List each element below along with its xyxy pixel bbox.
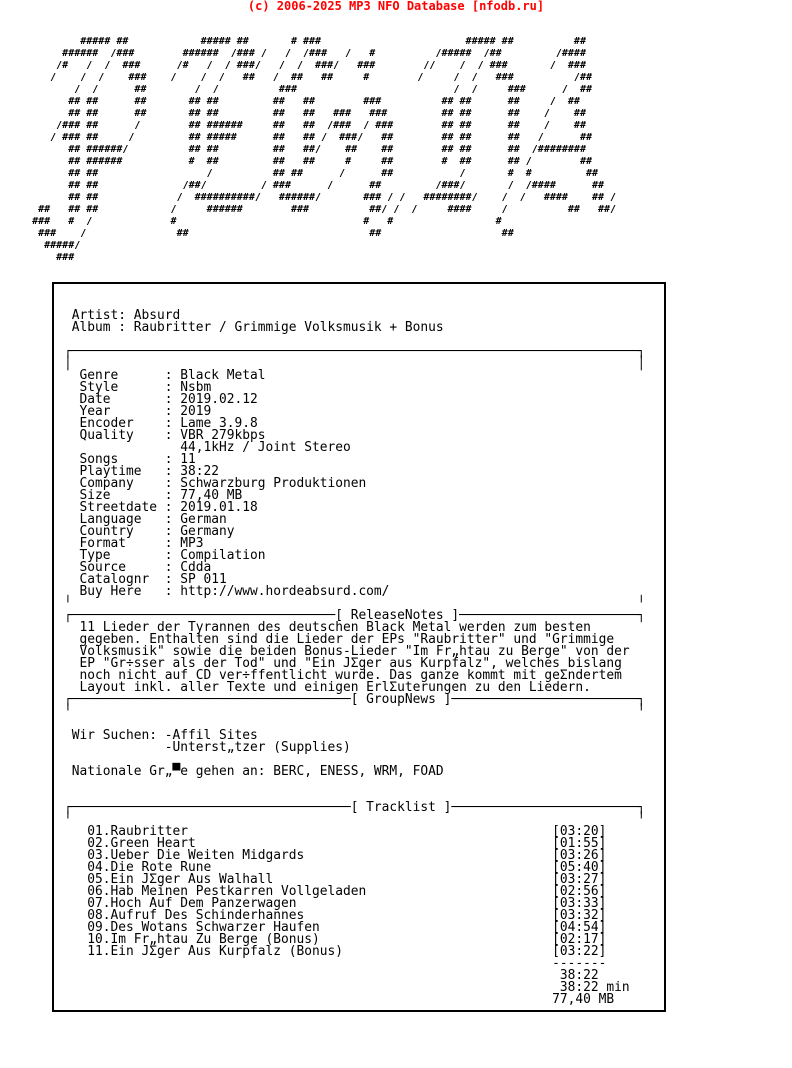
track-row: 06.Hab Meinen Pestkarren Vollgeladen [02:56]: [64, 884, 607, 899]
ascii-logo: ##### ## ##### ## # ### ##### ## ## ###### /### ###### /### / / /### / # /##### /## /#### /# / / ### /# / / ###/ / / ###/ ### // / / ### / ### / / / ### / / / ## / ## ## # / / / ### /## / / ## / / ### / / ### / ## ## ## ## ## ## ## ## ### ## ## ## / ## ## ## ## ## ## ## ## ### ### ## ## ## / ## /### ## / ## ###### ## ## /### / ### ## ## ## / ## / ### ## / ## ##### ## ## / ###/ ## ## ## ## / ## ## ######/ ## ## ## ##/ ## ## ## ## ## /######## ## ###### # ## ## ## # ## # ## ## / ## ## ## / ## ## / ## / # # ## ## ## /##/ / ### / ## /###/ / /#### ## ## ## / ##########/ ######/ ### / / ########/ / / #### ## / ## ## ## / ###### ### ##/ / / #### / ## ##/ ### # / # # # # ### / ## ## ## #####/ ###: [32, 36, 617, 263]
artist-line: Artist: Absurd: [64, 308, 181, 323]
site-credit: (c) 2006-2025 MP3 NFO Database [nfodb.ru]: [247, 0, 545, 13]
info-row-playtime: Playtime : 38:22: [64, 464, 219, 479]
info-row-streetdate: Streetdate : 2019.01.18: [64, 500, 258, 515]
info-row-type: Type : Compilation: [64, 548, 266, 563]
info-row-quality: Quality : VBR 279kbps: [64, 428, 266, 443]
release-notes-line: noch nicht auf CD ver÷ffentlicht wurde. Das ganze kommt mit geΣndertem: [64, 668, 622, 683]
track-row: 05.Ein JΣger Aus Walhall [03:27]: [64, 872, 607, 887]
total-playtime: 38:22: [64, 968, 599, 983]
track-row: 08.Aufruf Des Schinderhannes [03:32]: [64, 908, 607, 923]
info-row-format: Format : MP3: [64, 536, 204, 551]
track-row: 09.Des Wotans Schwarzer Haufen [04:54]: [64, 920, 607, 935]
info-frame-top: ┌─────────────────────────────────────────────────────────────────────────┐: [64, 344, 646, 359]
info-row-songs: Songs : 11: [64, 452, 196, 467]
info-row-style: Style : Nsbm: [64, 380, 212, 395]
total-size: 77,40 MB: [64, 992, 615, 1007]
group-news-greetings: Nationale Gr„▀e gehen an: BERC, ENESS, WRM, FOAD: [64, 764, 444, 779]
track-row: 11.Ein JΣger Aus Kurpfalz (Bonus) [03:22]: [64, 944, 607, 959]
info-row-size: Size : 77,40 MB: [64, 488, 243, 503]
info-row-encoder: Encoder : Lame 3.9.8: [64, 416, 258, 431]
info-frame-bottom: ╵ ╵: [64, 596, 646, 611]
track-row: 04.Die Rote Rune [05:40]: [64, 860, 607, 875]
release-notes-line: Layout inkl. aller Texte und einigen ErlΣuterungen zu den Liedern.: [64, 680, 591, 695]
totals-separator: -------: [64, 956, 607, 971]
group-news-frame: ╵ ╵: [64, 704, 646, 719]
track-row: 10.Im Fr„htau Zu Berge (Bonus) [02:17]: [64, 932, 607, 947]
track-row: 01.Raubritter [03:20]: [64, 824, 607, 839]
info-row-buy-here: Buy Here : http://www.hordeabsurd.com/: [64, 584, 390, 599]
info-row-genre: Genre : Black Metal: [64, 368, 266, 383]
release-notes-header: ┌──────────────────────────────────[ ReleaseNotes ]───────────────────────┐: [64, 608, 646, 623]
track-row: 03.Ueber Die Weiten Midgards [03:26]: [64, 848, 607, 863]
info-row-date: Date : 2019.02.12: [64, 392, 258, 407]
tracklist-frame: ╵ ╵: [64, 812, 646, 827]
album-line: Album : Raubritter / Grimmige Volksmusik + Bonus: [64, 320, 444, 335]
track-row: 02.Green Heart [01:55]: [64, 836, 607, 851]
nfo-body: [64, 298, 645, 1006]
group-news-search-item: -Unterst„tzer (Supplies): [64, 740, 351, 755]
tracklist-header: ┌────────────────────────────────────[ Tracklist ]────────────────────────┐: [64, 800, 646, 815]
info-row-year: Year : 2019: [64, 404, 212, 419]
info-row-country: Country : Germany: [64, 524, 235, 539]
release-notes-line: EP "Gr÷sser als der Tod" und "Ein JΣger aus Kurpfalz", welches bislang: [64, 656, 622, 671]
info-row-company: Company : Schwarzburg Produktionen: [64, 476, 367, 491]
info-frame-side: │ │: [64, 356, 646, 371]
total-playtime-min: 38:22 min: [64, 980, 630, 995]
info-row-language: Language : German: [64, 512, 227, 527]
info-row-cont: 44,1kHz / Joint Stereo: [64, 440, 351, 455]
track-row: 07.Hoch Auf Dem Panzerwagen [03:33]: [64, 896, 607, 911]
group-news-header: ┌────────────────────────────────────[ GroupNews ]────────────────────────┐: [64, 692, 646, 707]
info-row-catalognr: Catalognr : SP 011: [64, 572, 227, 587]
release-notes-line: gegeben. Enthalten sind die Lieder der EPs "Raubritter" und "Grimmige: [64, 632, 615, 647]
release-notes-line: 11 Lieder der Tyrannen des deutschen Black Metal werden zum besten: [64, 620, 591, 635]
release-notes-line: Volksmusik" sowie die beiden Bonus-Lieder "Im Fr„htau zu Berge" von der: [64, 644, 630, 659]
group-news-search: Wir Suchen: -Affil Sites: [64, 728, 258, 743]
spacer: [64, 778, 645, 790]
info-row-source: Source : Cdda: [64, 560, 212, 575]
